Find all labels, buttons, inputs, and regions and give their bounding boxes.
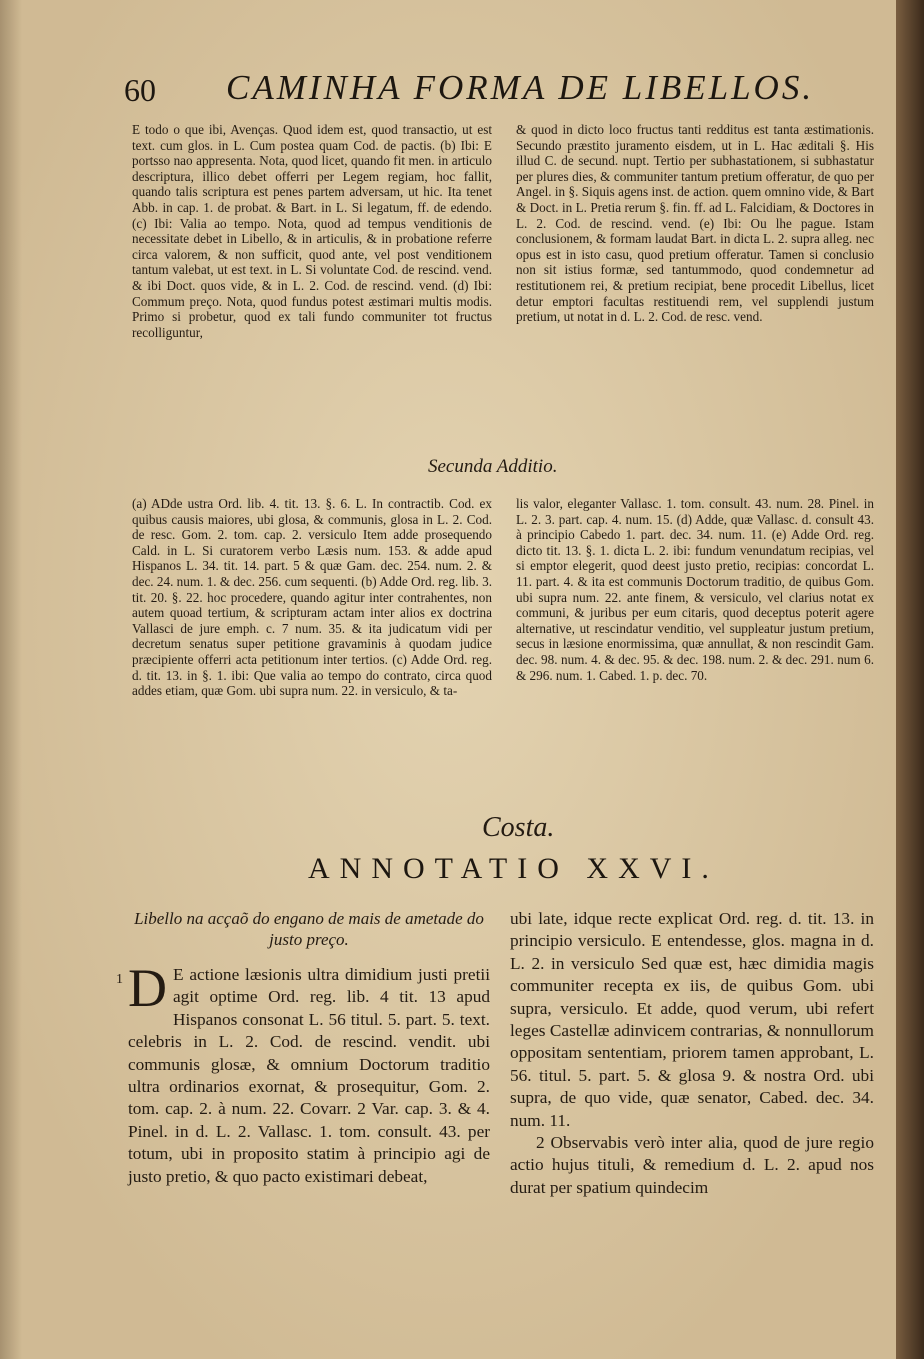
top-right-text: & quod in dicto loco fructus tanti redditus est tanta æstimationis. Secundo præstito juramento eisdem, ut in L. Hac æditali §. His illud C. de secund. nupt. Tertio per subhastationem, si subhastatur per plures dies, & communiter tantum pretium offeratur, de quo per Angel. in §. Siquis agens inst. de action. quem omnino vide, & Bart & Doct. in L. Pretia rerum §. fin. ff. ad L. Falcidiam, & Doctores in L. 2. Cod. de rescind. vend. (e) Ibi: Ou lhe pague. Istam conclusionem, & formam laudat Bart. in dicta L. 2. supra alleg. nec opus est in isto casu, quod pretium offeratur. Tamen si conclusio non sit istius formæ, sed tantummodo, quod condemnetur ad restitutionem rei, & pretium recipiat, bene procedit Libellus, licet detur emptori facultas restituendi rem, vel supplendi justum pretium, ut notat in d. L. 2. Cod. de resc. vend. — [516, 122, 874, 325]
secunda-right-text: lis valor, eleganter Vallasc. 1. tom. consult. 43. num. 28. Pinel. in L. 2. 3. part. cap. 4. num. 15. (d) Adde, quæ Vallasc. d. consult 43. à principio Cabedo 1. part. dec. 34. num. 11. (e) Adde Ord. reg. dicto tit. 13. §. 1. dicta L. 2. ibi: fundum venundatum recipias, vel si emptor elegerit, quod deest justo pretio, recipias: concordat L. 11. part. 4. & ita est communis Doctorum traditio, de quibus Gom. ubi supra num. 22. ante finem, & versiculo, vel clarius notat ex communi, & juribus per eum citaris, quod deceptus poterit agere alternative, ut rescindatur venditio, vel suppleatur justum pretium, secus in læsione enormissima, quæ annullat, & non rescindit Gam. dec. 98. num. 4. & dec. 95. & dec. 198. num. 2. & dec. 291. num 6. & 296. num. 1. Cabed. 1. p. dec. 70. — [516, 496, 874, 683]
secunda-right-column — [516, 496, 874, 683]
main-right-text-2: Observabis verò inter alia, quod de jure regio actio hujus tituli, & remedium d. L. 2. apud nos durat per spatium quindecim — [510, 1133, 874, 1197]
main-right-column — [510, 908, 874, 1199]
running-title: CAMINHA FORMA DE LIBELLOS. — [226, 68, 815, 107]
secunda-left-text: (a) ADde ustra Ord. lib. 4. tit. 13. §. 6. L. In contractib. Cod. ex quibus causis maiores, ubi glosa, & communis, glosa in L. 2. Cod. de resc. Gom. 2. tom. cap. 2. versiculo Item adde prosequendo Cald. in L. Si curatorem verbo Læsis num. 153. & adde apud Hispanos L. 34. tit. 14. part. 5 & quæ Gam. dec. 254. num. 2. & dec. 24. num. 1. & dec. 256. cum sequenti. (b) Adde Ord. reg. lib. 3. tit. 20. §. 22. hoc procedere, quando agitur inter contrahentes, non autem quoad tertium, & scripturam actam inter alios ex doctrina Vallasci de jure emph. c. 7 num. 35. & ita judicatum vidi per decretum senatus super petitione gravaminis à quodam judice præcipiente offerri acta petitionum inter tertios. (c) Adde Ord. reg. d. tit. 13. in §. 1. ibi: Que valia ao tempo do contrato, circa quod addes etiam, quæ Gom. ubi supra num. 22. in versiculo, & ta- — [132, 496, 493, 699]
top-left-text: E todo o que ibi, Avenças. Quod idem est, quod transactio, ut est text. cum glos. in L. Cum postea quam Cod. de pactis. (b) Ibi: E portsso nao appresenta. Nota, quod licet, quando fit men. in articulo descriptura, illico debet offerri per Legem regiam, hoc fallit, quando talis scriptura est penes partem adversam, ut hic. Ita tenet Abb. in cap. 1. de probat. & Bart. in L. Si legatum, ff. de edendo. (c) Ibi: Valia ao tempo. Nota, quod ad tempus venditionis de necessitate debet in Libello, & in articulis, & in probatione referre circa valorem, & non sufficit, quod ante, vel post venditionem tantum valebat, ut est text. in L. Si voluntate Cod. de rescind. vend. & ibi Doct. quos vide, & in L. 2. Cod. de rescind. vend. (d) Ibi: Commum preço. Nota, quod fundus potest æstimari multis modis. Primo si probetur, quod ex tali fundo communiter tot fructus recolliguntur, — [132, 122, 492, 340]
main-left-column — [128, 908, 490, 1188]
paragraph-number-2: 2 — [536, 1133, 545, 1153]
secunda-additio-heading: Secunda Additio. — [428, 456, 558, 477]
secunda-left-column — [132, 496, 492, 699]
paragraph-number-1: 1 — [116, 972, 123, 987]
top-left-column — [132, 122, 492, 340]
main-right-text: ubi late, idque recte explicat Ord. reg. d. tit. 13. in principio versiculo. E entendesse, glos. magna in d. L. 2. in versiculo Sed quæ est, hæc dimidia magis communiter recepta ex iis, de quibus Gom. ubi supra, versiculo. Et adde, quod verum, ubi refert leges Castellæ adinvicem contrarias, & nonnullorum oppositam sententiam, priorem tamen approbant, L. 56. titul. 5. part. 5. & glosa 9. & nostra Ord. ubi supra, de quo vide, quæ senator, Cabed. dec. 34. num. 11. — [510, 909, 874, 1130]
top-right-column — [516, 122, 874, 325]
annotatio-heading: ANNOTATIO XXVI. — [308, 852, 719, 885]
page-number: 60 — [124, 72, 156, 108]
page-gutter-shadow — [0, 0, 22, 1359]
drop-cap: D — [128, 958, 167, 1018]
book-edge — [896, 0, 924, 1359]
costa-heading: Costa. — [482, 812, 555, 843]
main-left-text: E actione læsionis ultra dimidium justi pretii agit optime Ord. reg. lib. 4 tit. 13 apud Hispanos consonat L. 56 titul. 5. part. 5. text. celebris in L. 2. Cod. de rescind. vendit. ubi communis glosæ, & omnium Doctorum traditio ultra ordinarios exornat, & prosequitur, Gom. 2. tom. cap. 2. à num. 22. Covarr. 2 Var. cap. 3. & 4. Pinel. in d. L. 2. Vallasc. 1. tom. consult. 43. per totum, ubi in proposito statim à principio agi de justo pretio, & quo pacto existimari debeat, — [128, 965, 490, 1186]
section-subtitle: Libello na acçaõ do engano de mais de ametade do justo preço. — [134, 909, 484, 949]
